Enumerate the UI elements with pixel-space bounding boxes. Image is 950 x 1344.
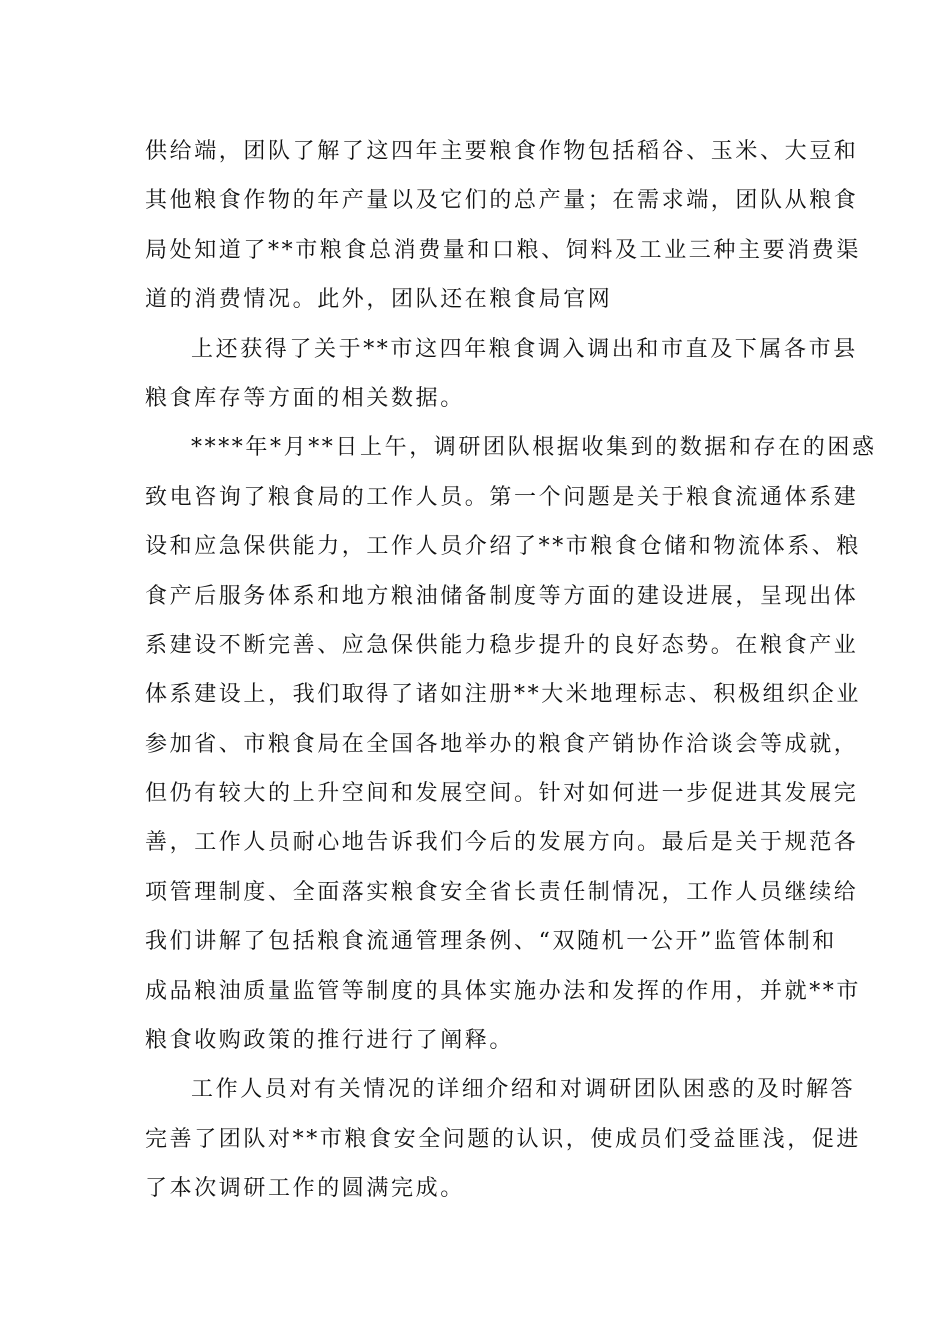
paragraph-3 — [145, 423, 877, 1065]
text-line: 工作人员对有关情况的详细介绍和对调研团队困惑的及时解答 — [191, 1077, 856, 1103]
text-line: 供给端，团队了解了这四年主要粮食作物包括稻谷、玉米、大豆和 — [145, 139, 859, 164]
text-line: ****年*月**日上午，调研团队根据收集到的数据和存在的困惑 — [191, 435, 877, 461]
text-line: 其他粮食作物的年产量以及它们的总产量；在需求端，团队从粮食 — [145, 188, 859, 214]
text-line: 完善了团队对**市粮食安全问题的认识，使成员们受益匪浅，促进 — [145, 1126, 862, 1152]
text-line: 致电咨询了粮食局的工作人员。第一个问题是关于粮食流通体系建 — [145, 484, 859, 510]
text-line: 道的消费情况。此外，团队还在粮食局官网 — [145, 287, 613, 313]
paragraph-4 — [145, 1065, 862, 1213]
text-line: 设和应急保供能力，工作人员介绍了**市粮食仓储和物流体系、粮 — [145, 534, 862, 560]
text-line: 项管理制度、全面落实粮食安全省长责任制情况，工作人员继续给 — [145, 879, 859, 905]
text-line: 局处知道了**市粮食总消费量和口粮、饲料及工业三种主要消费渠 — [145, 237, 862, 263]
text-line: 参加省、市粮食局在全国各地举办的粮食产销协作洽谈会等成就， — [145, 731, 859, 757]
text-line: 上还获得了关于**市这四年粮食调入调出和市直及下属各市县 — [191, 336, 858, 362]
paragraph-2 — [145, 325, 858, 424]
text-line: 体系建设上，我们取得了诸如注册**大米地理标志、积极组织企业 — [145, 682, 862, 708]
text-line: 系建设不断完善、应急保供能力稳步提升的良好态势。在粮食产业 — [145, 632, 859, 658]
text-line: 粮食收购政策的推行进行了阐释。 — [145, 1028, 515, 1054]
paragraph-1 — [145, 127, 862, 325]
text-line: 了本次调研工作的圆满完成。 — [145, 1176, 465, 1202]
document-body — [145, 127, 877, 1214]
text-line: 粮食库存等方面的相关数据。 — [145, 385, 465, 411]
text-line: 但仍有较大的上升空间和发展空间。针对如何进一步促进其发展完 — [145, 781, 859, 807]
text-line: 成品粮油质量监管等制度的具体实施办法和发挥的作用，并就**市 — [145, 978, 862, 1004]
text-line: 我们讲解了包括粮食流通管理条例、“双随机一公开”监管体制和 — [145, 929, 837, 955]
text-line: 食产后服务体系和地方粮油储备制度等方面的建设进展，呈现出体 — [145, 583, 859, 609]
text-line: 善，工作人员耐心地告诉我们今后的发展方向。最后是关于规范各 — [145, 830, 859, 856]
